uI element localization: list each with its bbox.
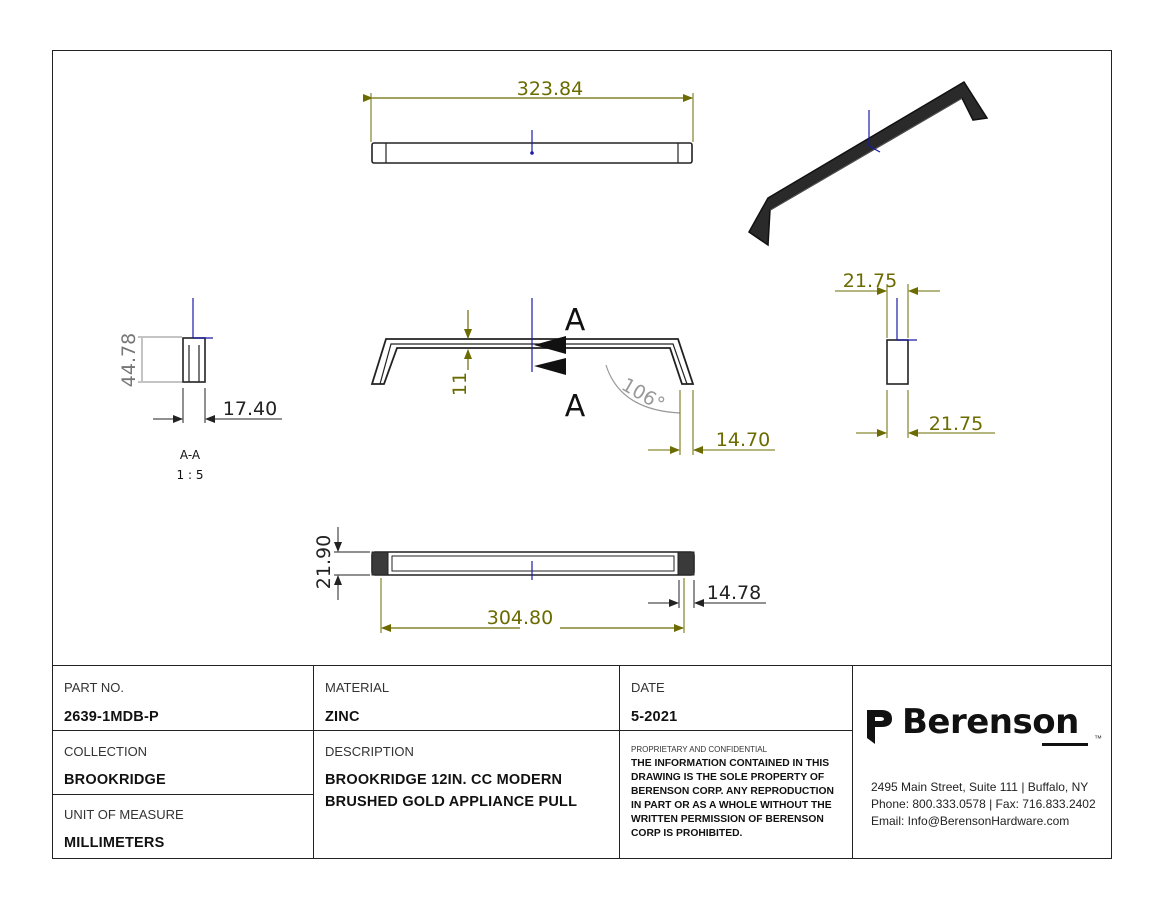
isometric-view: [749, 82, 987, 245]
company-phone: Phone: 800.333.0578 | Fax: 716.833.2402: [871, 797, 1096, 811]
company-block: [852, 666, 1110, 858]
side-view: [835, 270, 995, 438]
dim-overall-length: 323.84: [516, 78, 584, 100]
collection-label: COLLECTION: [64, 744, 148, 759]
material-cell: [313, 666, 620, 731]
company-name: Berenson: [902, 702, 1079, 742]
dim-handle-height: 11: [449, 371, 471, 397]
origin-dot: [530, 151, 534, 155]
top-view: [371, 78, 693, 163]
company-email: Email: Info@BerensonHardware.com: [871, 814, 1070, 828]
handle-isometric: [749, 82, 987, 245]
collection-value: BROOKRIDGE: [64, 772, 166, 788]
description-line2: BRUSHED GOLD APPLIANCE PULL: [325, 794, 578, 810]
dim-section-height: 44.78: [118, 332, 140, 388]
confidential-cell: [619, 731, 853, 858]
proprietary-label: PROPRIETARY AND CONFIDENTIAL: [631, 745, 768, 754]
date-label: DATE: [631, 680, 665, 695]
part-no-cell: [52, 666, 314, 731]
berenson-logo-icon: [865, 708, 895, 746]
handle-bottom-outline: [372, 552, 694, 575]
logo-underline: [1042, 743, 1088, 746]
trademark-symbol: ™: [1094, 734, 1102, 743]
description-line1: BROOKRIDGE 12IN. CC MODERN: [325, 772, 563, 788]
dim-bottom-height: 21.90: [313, 534, 335, 590]
section-arrow-bottom: [534, 358, 566, 375]
dim-foot-offset-bottom: 14.78: [706, 582, 762, 604]
section-label: A-A: [179, 448, 201, 462]
confidential-notice: THE INFORMATION CONTAINED IN THIS DRAWING IS THE SOLE PROPERTY OF BERENSON CORP. ANY REPRODUCTION IN PART OR AS A WHOLE WITHOUT THE WRITTEN PERMISSION OF BERENSON CORP IS PROHIBITED.: [631, 758, 834, 839]
side-profile: [887, 340, 908, 384]
dim-side-width-top: 21.75: [842, 270, 898, 292]
section-profile: [183, 338, 205, 382]
material-label: MATERIAL: [325, 680, 390, 695]
section-scale: 1 : 5: [176, 468, 204, 482]
dim-angle: 106°: [617, 373, 669, 416]
handle-highlight: [770, 98, 962, 210]
date-value: 5-2021: [631, 709, 678, 725]
description-cell: [313, 731, 620, 858]
section-view: [118, 298, 282, 482]
dim-side-width-bottom: 21.75: [928, 413, 984, 435]
handle-inner-edge: [380, 344, 687, 384]
part-no-label: PART NO.: [64, 680, 124, 695]
section-marker-top: A: [564, 303, 586, 338]
dim-section-width: 17.40: [222, 398, 278, 420]
dim-center-to-center: 304.80: [486, 607, 554, 629]
collection-cell: [52, 731, 314, 795]
front-view: [372, 298, 775, 455]
company-address: 2495 Main Street, Suite 111 | Buffalo, NY: [871, 780, 1089, 794]
material-value: ZINC: [325, 709, 360, 725]
title-block: [52, 665, 1112, 859]
mount-end-left: [372, 552, 388, 575]
section-marker-bottom: A: [564, 389, 586, 424]
date-cell: [619, 666, 853, 731]
dim-foot-offset-front: 14.70: [715, 429, 771, 451]
description-label: DESCRIPTION: [325, 744, 414, 759]
uom-value: MILLIMETERS: [64, 835, 165, 851]
bottom-view: [313, 527, 766, 633]
uom-cell: [52, 795, 314, 858]
uom-label: UNIT OF MEASURE: [64, 807, 184, 822]
part-no-value: 2639-1MDB-P: [64, 709, 159, 725]
mount-end-right: [678, 552, 694, 575]
